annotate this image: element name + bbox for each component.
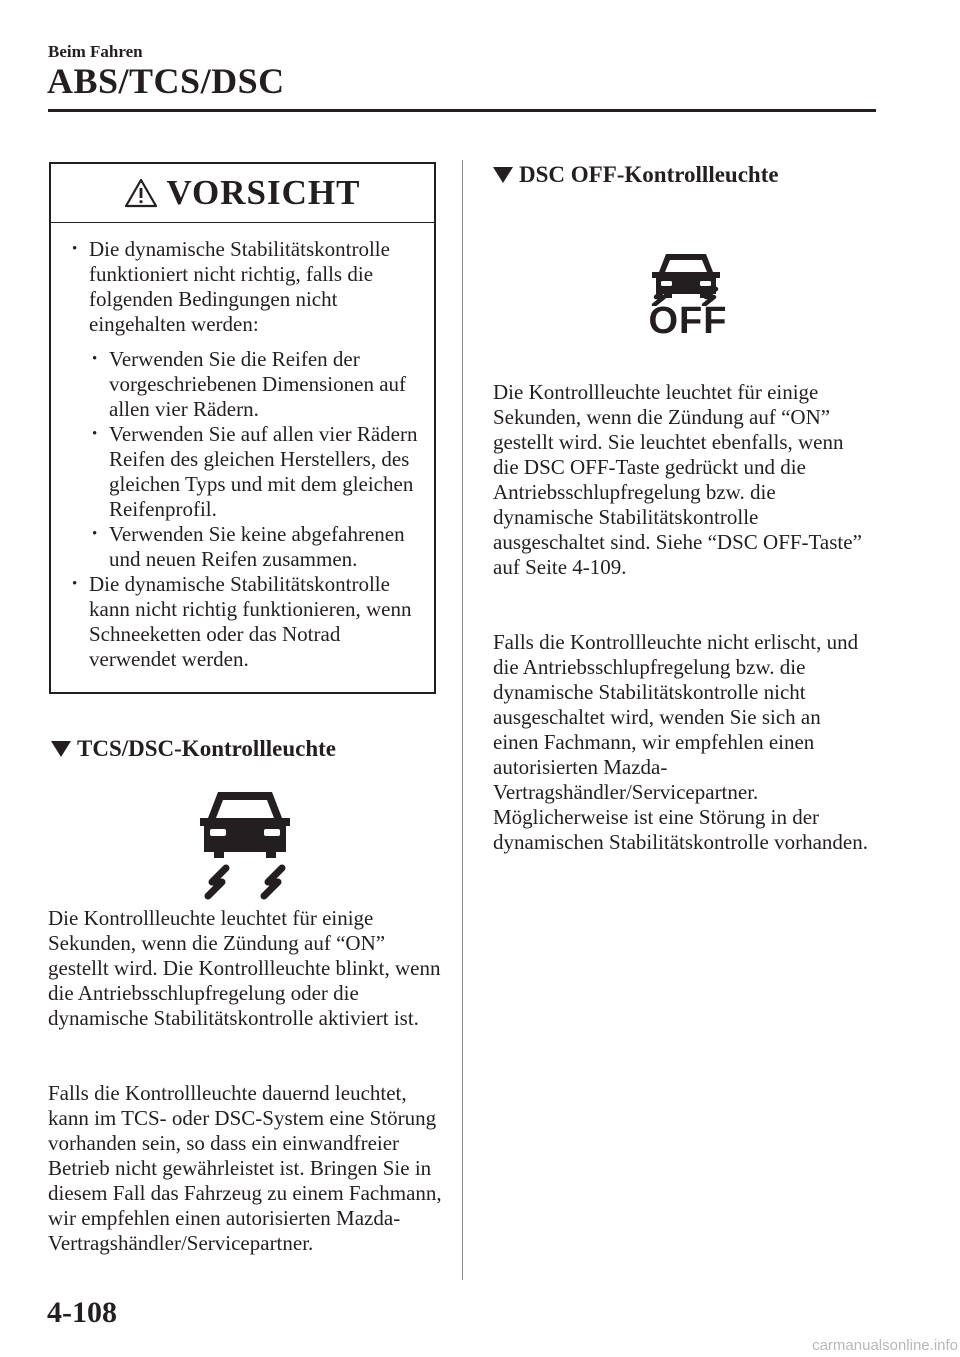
caution-subbullet: • Verwenden Sie auf allen vier Rädern Reifen des gleichen Herstellers, des gleichen Typs und mit dem gleichen Reifenprofil.: [51, 422, 434, 522]
dsc-off-icon-label: OFF: [648, 300, 728, 342]
section-label: Beim Fahren: [48, 42, 143, 61]
triangle-marker-icon: [493, 167, 513, 183]
warning-triangle-icon: [124, 178, 158, 208]
caution-subbullet: • Verwenden Sie die Reifen der vorgeschriebenen Dimensionen auf allen vier Rädern.: [51, 347, 434, 422]
caution-bullet: • Die dynamische Stabilitätskontrolle kann nicht richtig funktionieren, wenn Schneeketten oder das Notrad verwendet werden.: [51, 572, 434, 672]
triangle-marker-icon: [51, 741, 71, 757]
page-number: 4-108: [47, 1296, 117, 1329]
caution-header: [51, 164, 434, 223]
tcs-dsc-paragraph: Die Kontrollleuchte leuchtet für einige Sekunden, wenn die Zündung auf “ON” gestellt wird. Die Kontrollleuchte blinkt, wenn die Antriebsschlupfregelung oder die dynamische Stabilitätskontrolle aktiviert ist.: [48, 906, 441, 1030]
page-title: ABS/TCS/DSC: [47, 61, 285, 101]
tcs-dsc-paragraph: Falls die Kontrollleuchte dauernd leuchtet, kann im TCS- oder DSC-System eine Störung vorhanden sein, so dass ein einwandfreier Betrieb nicht gewährleistet ist. Bringen Sie in diesem Fall das Fahrzeug zu einem Fachmann, wir empfehlen einen autorisierten Mazda-Vertragshändler/Servicepartner.: [48, 1081, 442, 1255]
caution-title: VORSICHT: [166, 173, 361, 212]
watermark: carmanualsonline.info: [812, 1337, 958, 1354]
header-rule: [48, 109, 876, 112]
tcs-dsc-heading-text: TCS/DSC-Kontrollleuchte: [77, 736, 336, 761]
caution-subbullet: • Verwenden Sie keine abgefahrenen und neuen Reifen zusammen.: [51, 522, 434, 572]
caution-body: [51, 223, 434, 672]
caution-sublist: [51, 347, 434, 572]
caution-box: [49, 162, 436, 694]
dsc-off-heading: [493, 162, 779, 188]
column-divider: [462, 160, 463, 1280]
dsc-off-indicator-icon: [636, 250, 736, 340]
dsc-off-paragraph: Falls die Kontrollleuchte nicht erlischt, und die Antriebsschlupfregelung bzw. die dynamische Stabilitätskontrolle nicht ausgeschaltet wird, wenden Sie sich an einen Fachmann, wir empfehlen einen autorisierten Mazda-Vertragshändler/Servicepartner. Möglicherweise ist eine Störung in der dynamischen Stabilitätskontrolle vorhanden.: [493, 630, 869, 854]
dsc-off-paragraph: Die Kontrollleuchte leuchtet für einige Sekunden, wenn die Zündung auf “ON” gestellt wird. Sie leuchtet ebenfalls, wenn die DSC OFF-Taste gedrückt und die Antriebsschlupfregelung bzw. die dynamische Stabilitätskontrolle ausgeschaltet sind. Siehe “DSC OFF-Taste” auf Seite 4-109.: [493, 380, 862, 579]
caution-bullet: • Die dynamische Stabilitätskontrolle funktioniert nicht richtig, falls die folgenden Bedingungen nicht eingehalten werden:: [51, 237, 434, 337]
tcs-dsc-warning-light-icon: [190, 782, 300, 905]
dsc-off-heading-text: DSC OFF-Kontrollleuchte: [519, 162, 779, 187]
tcs-dsc-heading: [51, 736, 336, 762]
